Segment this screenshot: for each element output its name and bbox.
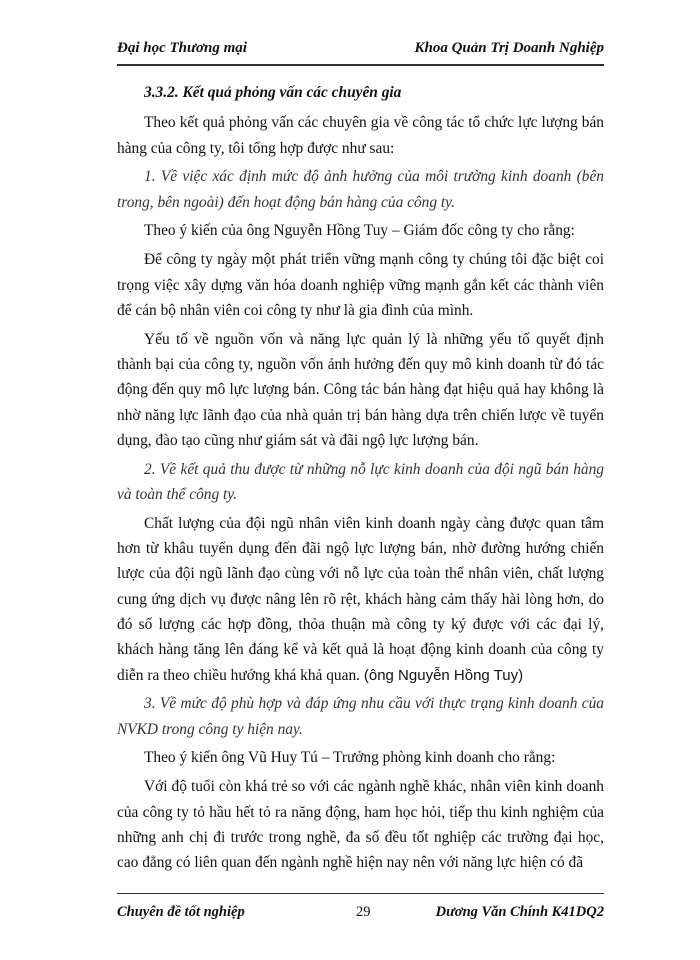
opinion-2-intro: Theo ý kiến ông Vũ Huy Tú – Trưởng phòng kinh doanh cho rằng: xyxy=(144,749,556,767)
body-paragraph-3-text: Chất lượng của đội ngũ nhân viên kinh doanh ngày càng được quan tâm hơn từ khâu tuyển dụng đến đãi ngộ lực lượng bán, nhờ đường hướng chiến lược của đội ngũ lãnh đạo cùng với nỗ lực của toàn thể nhân viên, chất lượng cung ứng dịch vụ được nâng lên rõ rệt, khách hàng cảm thấy hài lòng hơn, do đó số lượng các hợp đồng, thỏa thuận mà công ty ký được với các đại lý, khách hàng tăng lên đáng kể và kết quả là hoạt động kinh doanh của công ty diễn ra theo chiều hướng khá khả quan. xyxy=(117,514,604,684)
header-left: Đại học Thương mại xyxy=(117,40,247,56)
attribution: (ông Nguyễn Hồng Tuy) xyxy=(363,666,524,684)
footer-left: Chuyên đề tốt nghiệp xyxy=(117,904,245,920)
body-paragraph-4: Với độ tuổi còn khá trẻ so với các ngành nghề khác, nhân viên kinh doanh của công ty tỏ hầu hết tỏ ra năng động, ham học hỏi, tiếp thu kinh nghiệm của những anh chị đi trước trong nghề, đa số đều tốt nghiệp các trường đại học, cao đẳng có liên quan đến ngành nghề hiện nay nên với năng lực hiện có đã xyxy=(117,778,604,872)
header-right: Khoa Quản Trị Doanh Nghiệp xyxy=(414,40,604,56)
opinion-1-intro: Theo ý kiến của ông Nguyễn Hồng Tuy – Giám đốc công ty cho rằng: xyxy=(144,222,575,240)
page-body xyxy=(117,80,604,879)
intro-paragraph: Theo kết quả phỏng vấn các chuyên gia về công tác tổ chức lực lượng bán hàng của công ty, tôi tổng hợp được như sau: xyxy=(117,114,604,157)
section-title: 3.3.2. Kết quả phỏng vấn các chuyên gia xyxy=(144,84,402,101)
body-paragraph-3 xyxy=(117,511,604,688)
question-1: 1. Về việc xác định mức độ ảnh hưởng của môi trường kinh doanh (bên trong, bên ngoài) đến hoạt động bán hàng của công ty. xyxy=(117,168,604,211)
question-3: 3. Về mức độ phù hợp và đáp ứng nhu cầu với thực trạng kinh doanh của NVKD trong công ty hiện nay. xyxy=(117,695,604,738)
footer-right: Dương Văn Chính K41DQ2 xyxy=(435,904,604,920)
body-paragraph-2: Yếu tố về nguồn vốn và năng lực quản lý là những yếu tố quyết định thành bại của công ty, nguồn vốn ảnh hưởng đến quy mô kinh doanh từ đó tác động đến quy mô lực lượng bán. Công tác bán hàng đạt hiệu quả hay không là nhờ năng lực lãnh đạo của nhà quản trị bán hàng dựa trên chiến lược về tuyển dụng, đào tạo cũng như giám sát và đãi ngộ lực lượng bán. xyxy=(117,330,604,449)
page-footer xyxy=(117,893,604,924)
question-2: 2. Về kết quả thu được từ những nỗ lực kinh doanh của đội ngũ bán hàng và toàn thể công ty. xyxy=(117,460,604,503)
page-header xyxy=(117,38,604,66)
page-number: 29 xyxy=(356,904,371,920)
body-paragraph-1: Để công ty ngày một phát triển vững mạnh công ty chúng tôi đặc biệt coi trọng việc xây dựng văn hóa doanh nghiệp vững mạnh gắn kết các thành viên để cán bộ nhân viên coi công ty như là gia đình của mình. xyxy=(117,251,604,319)
